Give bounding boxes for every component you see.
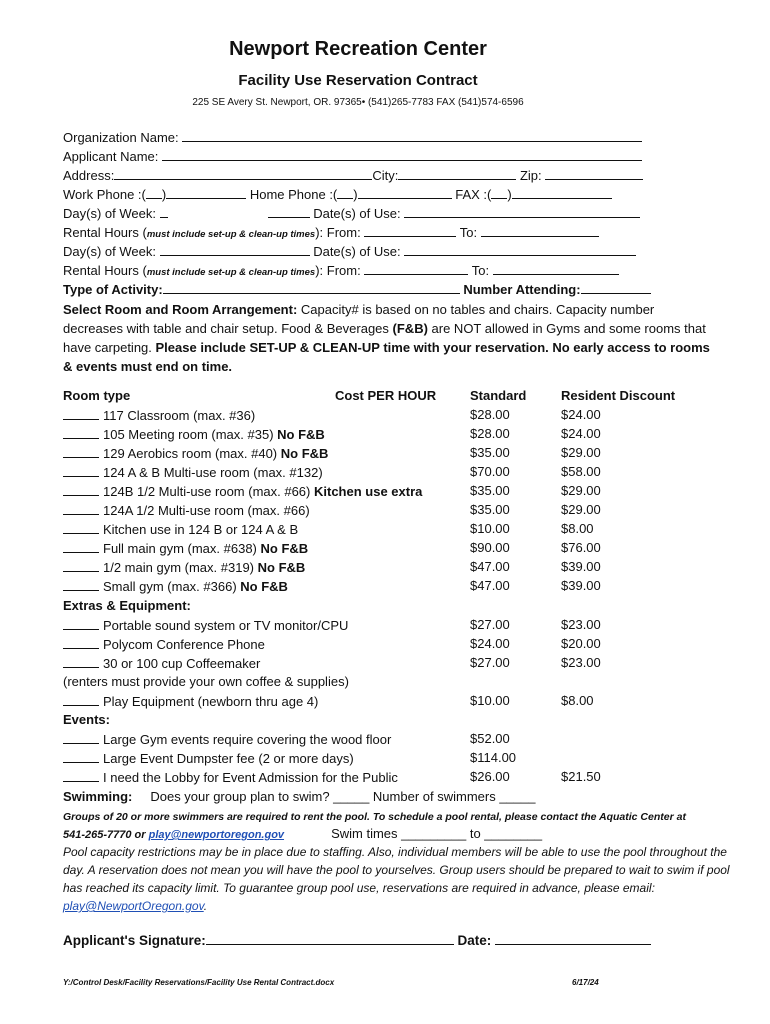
table-row[interactable]: Play Equipment (newborn thru age 4) $10.00 $8.00 (63, 693, 723, 712)
selection-blank[interactable] (63, 636, 99, 649)
item-name: I need the Lobby for Event Admission for the Public (103, 770, 398, 785)
standard-price: $52.00 (470, 731, 510, 746)
days-dates-field-2[interactable]: Day(s) of Week: Date(s) of Use: (63, 243, 636, 259)
zip-label: Zip: (519, 168, 542, 183)
events-heading: Events: (63, 712, 110, 727)
selection-blank[interactable] (63, 540, 99, 553)
item-name: 105 Meeting room (max. #35) (103, 427, 278, 442)
applicant-name-field[interactable]: Applicant Name: (63, 148, 642, 164)
item-name: Large Gym events require covering the wood floor (103, 732, 392, 747)
days-dates-field[interactable]: Day(s) of Week: Date(s) of Use: (63, 205, 640, 221)
standard-price: $114.00 (470, 750, 517, 765)
standard-price: $27.00 (470, 617, 510, 632)
standard-price: $10.00 (470, 521, 510, 536)
table-row[interactable] (63, 769, 723, 788)
coffee-note: (renters must provide your own coffee & supplies) (63, 674, 349, 689)
selection-blank[interactable] (63, 407, 99, 420)
item-name: Full main gym (max. #638) (103, 541, 261, 556)
table-row[interactable] (63, 521, 723, 540)
standard-price: $24.00 (470, 636, 510, 651)
selection-blank[interactable] (63, 578, 99, 591)
resident-price: $23.00 (561, 655, 601, 670)
email-link[interactable]: play@newportoregon.gov (148, 829, 285, 841)
selection-blank[interactable] (63, 750, 99, 763)
table-row[interactable] (63, 731, 723, 750)
table-row[interactable] (63, 559, 723, 578)
pool-capacity-paragraph: Pool capacity restrictions may be in place due to staffing. Also, individual members will be able to use the pool throughout the day. A reservation does not mean you will have the pool to yourselves. Group users should be prepared to wait to swim if pool has reached its capacity limit. To guarantee group pool use, reservations are required in advance, please email: play@NewportOregon.gov. (63, 845, 730, 913)
resident-price: $29.00 (561, 483, 601, 498)
selection-blank[interactable] (63, 769, 99, 782)
standard-price: $26.00 (470, 769, 510, 784)
city-label: City: (372, 168, 399, 183)
swimming-question[interactable]: Swimming: Does your group plan to swim? _____ Number of swimmers _____ (63, 789, 536, 804)
resident-price: $29.00 (561, 502, 601, 517)
resident-price: $24.00 (561, 426, 601, 441)
swim-times-field[interactable]: Swim times _________ to ________ (331, 826, 543, 841)
item-note: No F&B (240, 579, 288, 594)
select-room-instructions: Select Room and Room Arrangement: Capacity# is based on no tables and chairs. Capacity number decreases with table and chair setup. Food & Beverages (F&B) are NOT allowed in Gyms and some rooms that have carpeting. Please include SET-UP & CLEAN-UP time with your reservation. No early access to rooms & events must end on time. (63, 302, 710, 374)
signature-line[interactable]: Applicant's Signature: Date: (63, 932, 651, 948)
selection-blank[interactable] (63, 502, 99, 515)
table-row[interactable] (63, 655, 723, 674)
selection-blank[interactable] (63, 731, 99, 744)
standard-price: $27.00 (470, 655, 510, 670)
page-subtitle: Facility Use Reservation Contract (238, 72, 478, 89)
standard-price: $47.00 (470, 578, 510, 593)
resident-price: $39.00 (561, 578, 601, 593)
standard-price: $28.00 (470, 426, 510, 441)
center-address: 225 SE Avery St. Newport, OR. 97365• (541)265-7783 FAX (541)574-6596 (192, 97, 524, 108)
item-name: 1/2 main gym (max. #319) (103, 560, 258, 575)
standard-price: $90.00 (470, 540, 510, 555)
table-row[interactable] (63, 464, 723, 483)
table-row[interactable] (63, 636, 723, 655)
table-row[interactable] (63, 502, 723, 521)
item-name: 30 or 100 cup Coffeemaker (103, 656, 261, 671)
rental-hours-field-2[interactable]: Rental Hours (must include set-up & clean-up times): From: To: (63, 262, 619, 278)
item-name: 129 Aerobics room (max. #40) (103, 446, 281, 461)
org-name-field[interactable]: Organization Name: (63, 129, 642, 145)
standard-price: $35.00 (470, 483, 510, 498)
footer-date: 6/17/24 (572, 978, 599, 987)
resident-price: $8.00 (561, 521, 594, 536)
pool-rental-note: Groups of 20 or more swimmers are required to rent the pool. To schedule a pool rental, please contact the Aquatic Center at (63, 811, 686, 823)
selection-blank[interactable] (63, 655, 99, 668)
resident-price: $20.00 (561, 636, 601, 651)
extras-heading: Extras & Equipment: (63, 598, 191, 613)
selection-blank[interactable] (63, 483, 99, 496)
table-row[interactable] (63, 578, 723, 597)
selection-blank[interactable] (63, 464, 99, 477)
item-name: Large Event Dumpster fee (2 or more days) (103, 751, 354, 766)
standard-price: $28.00 (470, 407, 510, 422)
table-row[interactable] (63, 617, 723, 636)
selection-blank[interactable] (63, 617, 99, 630)
item-name: Portable sound system or TV monitor/CPU (103, 618, 349, 633)
aquatic-contact: 541-265-7770 or play@newportoregon.gov Swim times _________ to ________ (63, 826, 543, 841)
footer-path: Y:/Control Desk/Facility Reservations/Facility Use Rental Contract.docx (63, 978, 335, 987)
standard-price: $47.00 (470, 559, 510, 574)
table-row[interactable] (63, 426, 723, 445)
resident-price: $23.00 (561, 617, 601, 632)
resident-price: $76.00 (561, 540, 601, 555)
table-row[interactable] (63, 445, 723, 464)
selection-blank[interactable] (63, 521, 99, 534)
item-name: 124 A & B Multi-use room (max. #132) (103, 465, 323, 480)
resident-price: $21.50 (561, 769, 601, 784)
activity-field[interactable]: Type of Activity: Number Attending: (63, 281, 651, 297)
item-name: 124A 1/2 Multi-use room (max. #66) (103, 503, 310, 518)
item-name: Small gym (max. #366) (103, 579, 241, 594)
item-note: No F&B (257, 560, 306, 575)
table-header: Room type Cost PER HOUR Standard Resident Discount (63, 388, 676, 403)
resident-price: $29.00 (561, 445, 601, 460)
table-row[interactable] (63, 407, 723, 426)
item-note: No F&B (280, 446, 329, 461)
page-title: Newport Recreation Center (229, 38, 487, 60)
table-row[interactable] (63, 750, 723, 769)
standard-price: $35.00 (470, 445, 510, 460)
selection-blank[interactable] (63, 693, 99, 706)
resident-price: $58.00 (561, 464, 601, 479)
rental-hours-field[interactable]: Rental Hours (must include set-up & clean-up times): From: To: (63, 224, 599, 240)
item-note: Kitchen use extra (313, 484, 423, 499)
selection-blank[interactable] (63, 426, 99, 439)
table-row[interactable] (63, 540, 723, 559)
item-name: Polycom Conference Phone (103, 637, 265, 652)
standard-price: $70.00 (470, 464, 510, 479)
phone-fields[interactable]: Work Phone :( ) Home Phone :( ) FAX :( ) (63, 186, 612, 202)
selection-blank[interactable] (63, 445, 99, 458)
item-name: Kitchen use in 124 B or 124 A & B (103, 522, 299, 537)
item-note: No F&B (277, 427, 325, 442)
address-field[interactable]: Address: City: Zip: (63, 167, 643, 183)
resident-price: $24.00 (561, 407, 601, 422)
email-link-2[interactable]: play@NewportOregon.gov (63, 899, 204, 913)
selection-blank[interactable] (63, 559, 99, 572)
item-name: 117 Classroom (max. #36) (103, 408, 256, 423)
standard-price: $35.00 (470, 502, 510, 517)
item-note: No F&B (260, 541, 309, 556)
resident-price: $39.00 (561, 559, 601, 574)
table-row[interactable] (63, 483, 723, 502)
item-name: 124B 1/2 Multi-use room (max. #66) (103, 484, 314, 499)
